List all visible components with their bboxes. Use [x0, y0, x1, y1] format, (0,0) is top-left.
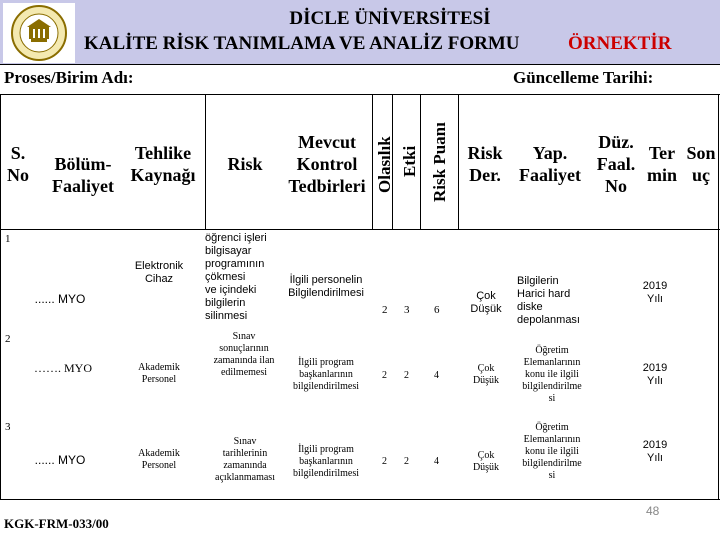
- row-3-risk: Sınav tarihlerinin zamanında açıklanmaması: [215, 436, 275, 483]
- row-3-bolum: ...... MYO: [34, 453, 86, 467]
- row-2-derece: Çok Düşük: [472, 363, 500, 386]
- header-duzeltici: Düz. Faal. No: [596, 132, 636, 196]
- row-1-olasilik: 2: [382, 304, 388, 316]
- grid-line: [0, 229, 720, 230]
- row-2-tehlike: Akademik Personel: [138, 362, 180, 385]
- grid-line: [0, 95, 1, 500]
- header-kontrol: Mevcut Kontrol Tedbirleri: [288, 132, 366, 196]
- form-title: KALİTE RİSK TANIMLAMA VE ANALİZ FORMU: [84, 33, 520, 54]
- header-faaliyet: Yap. Faaliyet: [519, 143, 581, 185]
- grid-line: [0, 499, 720, 500]
- grid-line: [205, 95, 206, 230]
- header-sonuc: Son uç: [686, 143, 716, 185]
- header-puan: Risk Puanı: [430, 122, 449, 202]
- row-3-etki: 2: [404, 456, 409, 467]
- grid-line: [458, 95, 459, 230]
- row-3-olasilik: 2: [382, 456, 387, 467]
- row-2-etki: 2: [404, 370, 409, 381]
- row-3-faaliyet: Öğretim Elemanlarının konu ile ilgili bilgilendirilme si: [522, 422, 582, 481]
- row-3-derece: Çok Düşük: [472, 450, 500, 473]
- proses-label: Proses/Birim Adı:: [4, 68, 134, 87]
- row-3-termin: 2019 Yılı: [642, 439, 668, 464]
- grid-line: [372, 95, 373, 230]
- row-3-kontrol: İlgili program başkanlarının bilgilendirilmesi: [292, 444, 360, 479]
- header-derece: Risk Der.: [467, 143, 503, 185]
- row-1-tehlike: Elektronik Cihaz: [134, 260, 184, 285]
- row-2-termin: 2019 Yılı: [642, 362, 668, 387]
- row-2-no: 2: [5, 333, 11, 345]
- row-2-kontrol: İlgili program başkanlarının bilgilendirilmesi: [292, 357, 360, 392]
- sample-label: ÖRNEKTİR: [568, 33, 672, 54]
- header-termin: Ter min: [646, 143, 677, 185]
- row-1-derece: Çok Düşük: [470, 290, 502, 315]
- row-2-faaliyet: Öğretim Elemanlarının konu ile ilgili bilgilendirilme si: [522, 345, 582, 404]
- row-1-puan: 6: [434, 304, 440, 316]
- row-3-puan: 4: [434, 456, 439, 467]
- header-etki: Etki: [400, 145, 419, 177]
- row-3-no: 3: [5, 421, 11, 433]
- row-1-etki: 3: [404, 304, 410, 316]
- form-code: KGK-FRM-033/00: [4, 516, 109, 531]
- header-sno: S. No: [7, 143, 29, 185]
- row-1-bolum: ...... MYO: [34, 292, 86, 306]
- grid-line: [420, 95, 421, 230]
- row-1-kontrol: İlgili personelin Bilgilendirilmesi: [288, 274, 364, 299]
- row-1-no: 1: [5, 233, 11, 245]
- row-2-olasilik: 2: [382, 370, 387, 381]
- header-risk: Risk: [227, 154, 263, 174]
- row-1-termin: 2019 Yılı: [642, 280, 668, 305]
- header-bolum: Bölüm- Faaliyet: [52, 154, 114, 196]
- row-2-risk: Sınav sonuçlarının zamanında ilan edilmemesi: [213, 331, 275, 378]
- row-2-bolum: ……. MYO: [33, 361, 92, 375]
- header-olasilik: Olasılık: [375, 136, 394, 193]
- row-2-puan: 4: [434, 370, 439, 381]
- row-1-risk: öğrenci işleri bilgisayar programının çökmesi ve içindeki bilgilerin silinmesi: [205, 232, 267, 322]
- row-1-faaliyet: Bilgilerin Harici hard diske depolanması: [517, 275, 580, 326]
- header-tehlike: Tehlike Kaynağı: [130, 143, 196, 185]
- university-title: DİCLE ÜNİVERSİTESİ: [289, 8, 491, 29]
- guncelleme-label: Güncelleme Tarihi:: [513, 68, 654, 87]
- row-3-tehlike: Akademik Personel: [138, 448, 180, 471]
- page-number: 48: [646, 504, 660, 518]
